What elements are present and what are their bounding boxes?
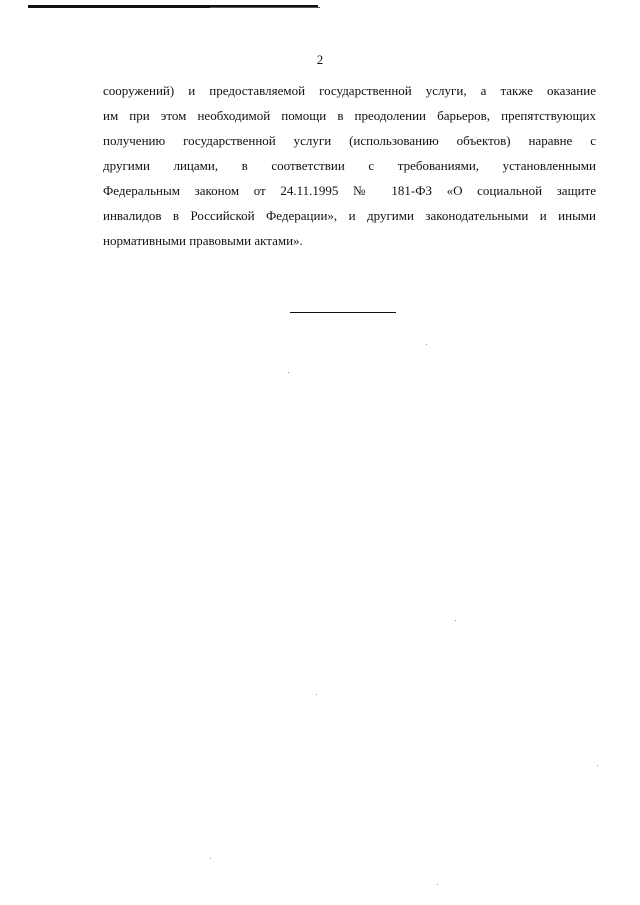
text-line: сооружений) и предоставляемой государственной услуги, а также оказание bbox=[103, 83, 596, 98]
end-of-text-rule bbox=[290, 312, 396, 313]
page-number: 2 bbox=[316, 52, 324, 67]
scan-speck bbox=[426, 344, 427, 345]
scan-speck bbox=[437, 884, 438, 885]
text-line: другими лицами, в соответствии с требованиями, установленными bbox=[103, 158, 596, 173]
scan-speck bbox=[288, 372, 289, 373]
scan-speck bbox=[316, 694, 317, 695]
scan-speck bbox=[210, 858, 211, 859]
document-paragraph bbox=[103, 78, 596, 253]
text-line: Федеральным законом от 24.11.1995 № 181-ФЗ «О социальной защите bbox=[103, 183, 596, 198]
scan-speck bbox=[455, 620, 456, 621]
scan-speck bbox=[597, 765, 598, 766]
text-line: получению государственной услуги (использованию объектов) наравне с bbox=[103, 133, 596, 148]
text-line: инвалидов в Российской Федерации», и другими законодательными и иными bbox=[103, 208, 596, 223]
text-line: им при этом необходимой помощи в преодолении барьеров, препятствующих bbox=[103, 108, 596, 123]
scan-edge-line-thin bbox=[210, 7, 320, 8]
text-line: нормативными правовыми актами». bbox=[103, 233, 303, 248]
